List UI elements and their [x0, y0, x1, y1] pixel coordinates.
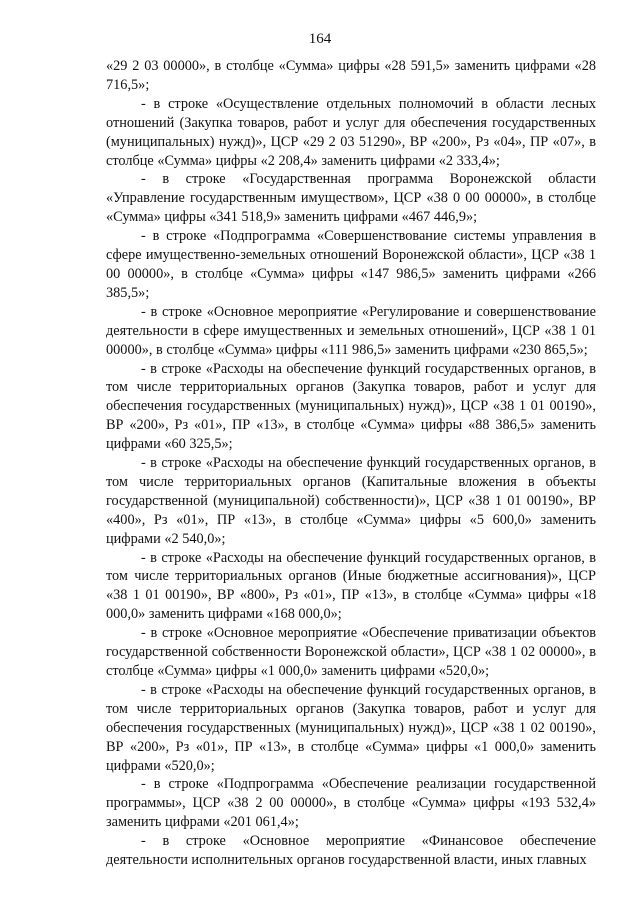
- paragraph: - в строке «Расходы на обеспечение функций государственных органов, в том числе территориальных органов (Иные бюджетные ассигнования)», ЦСР «38 1 01 00190», ВР «800», Рз «01», ПР «13», в столбце «Сумма» цифры «18 000,0» заменить цифрами «168 000,0»;: [106, 549, 596, 623]
- paragraph: - в строке «Государственная программа Воронежской области «Управление государственным имуществом», ЦСР «38 0 00 00000», в столбце «Сумма» цифры «341 518,9» заменить цифрами «467 446,9»;: [106, 171, 596, 226]
- paragraph: - в строке «Основное мероприятие «Обеспечение приватизации объектов государственной собственности Воронежской области», ЦСР «38 1 02 00000», в столбце «Сумма» цифры «1 000,0» заменить цифрами «520,0»;: [106, 625, 596, 679]
- paragraph: - в строке «Осуществление отдельных полномочий в области лесных отношений (Закупка товаров, работ и услуг для обеспечения государственных (муниципальных) нужд)», ЦСР «29 2 03 51290», ВР «200», Рз «04», ПР «07», в столбце «Сумма» цифры «2 208,4» заменить цифрами «2 333,4»;: [106, 95, 596, 169]
- paragraph: - в строке «Расходы на обеспечение функций государственных органов, в том числе территориальных органов (Закупка товаров, работ и услуг для обеспечения государственных (муниципальных) нужд)», ЦСР «38 1 02 00190», ВР «200», Рз «01», ПР «13», в столбце «Сумма» цифры «1 000,0» заменить цифрами «520,0»;: [106, 681, 596, 774]
- paragraph: - в строке «Подпрограмма «Обеспечение реализации государственной программы», ЦСР «38 2 00 00000», в столбце «Сумма» цифры «193 532,4» заменить цифрами «201 061,4»;: [106, 776, 596, 831]
- paragraph: «29 2 03 00000», в столбце «Сумма» цифры «28 591,5» заменить цифрами «28 716,5»;: [106, 58, 596, 93]
- paragraph: - в строке «Основное мероприятие «Финансовое обеспечение деятельности исполнительных органов государственной власти, иных главных: [106, 833, 596, 869]
- document-body: [106, 57, 596, 870]
- paragraph: - в строке «Основное мероприятие «Регулирование и совершенствование деятельности в сфере имущественных и земельных отношений», ЦСР «38 1 01 00000», в столбце «Сумма» цифры «111 986,5» заменить цифрами «230 865,5»;: [106, 303, 596, 358]
- paragraph: - в строке «Расходы на обеспечение функций государственных органов, в том числе территориальных органов (Капитальные вложения в объекты государственной (муниципальной) собственности)», ЦСР «38 1 01 00190», ВР «400», Рз «01», ПР «13», в столбце «Сумма» цифры «5 600,0» заменить цифрами «2 540,0»;: [106, 455, 596, 547]
- paragraph: - в строке «Расходы на обеспечение функций государственных органов, в том числе территориальных органов (Закупка товаров, работ и услуг для обеспечения государственных (муниципальных) нужд)», ЦСР «38 1 01 00190», ВР «200», Рз «01», ПР «13», в столбце «Сумма» цифры «88 386,5» заменить цифрами «60 325,5»;: [106, 360, 596, 453]
- page-number: 164: [308, 31, 332, 47]
- paragraph: - в строке «Подпрограмма «Совершенствование системы управления в сфере имущественно-земельных отношений Воронежской области», ЦСР «38 1 00 00000», в столбце «Сумма» цифры «147 986,5» заменить цифрами «266 385,5»;: [106, 228, 596, 301]
